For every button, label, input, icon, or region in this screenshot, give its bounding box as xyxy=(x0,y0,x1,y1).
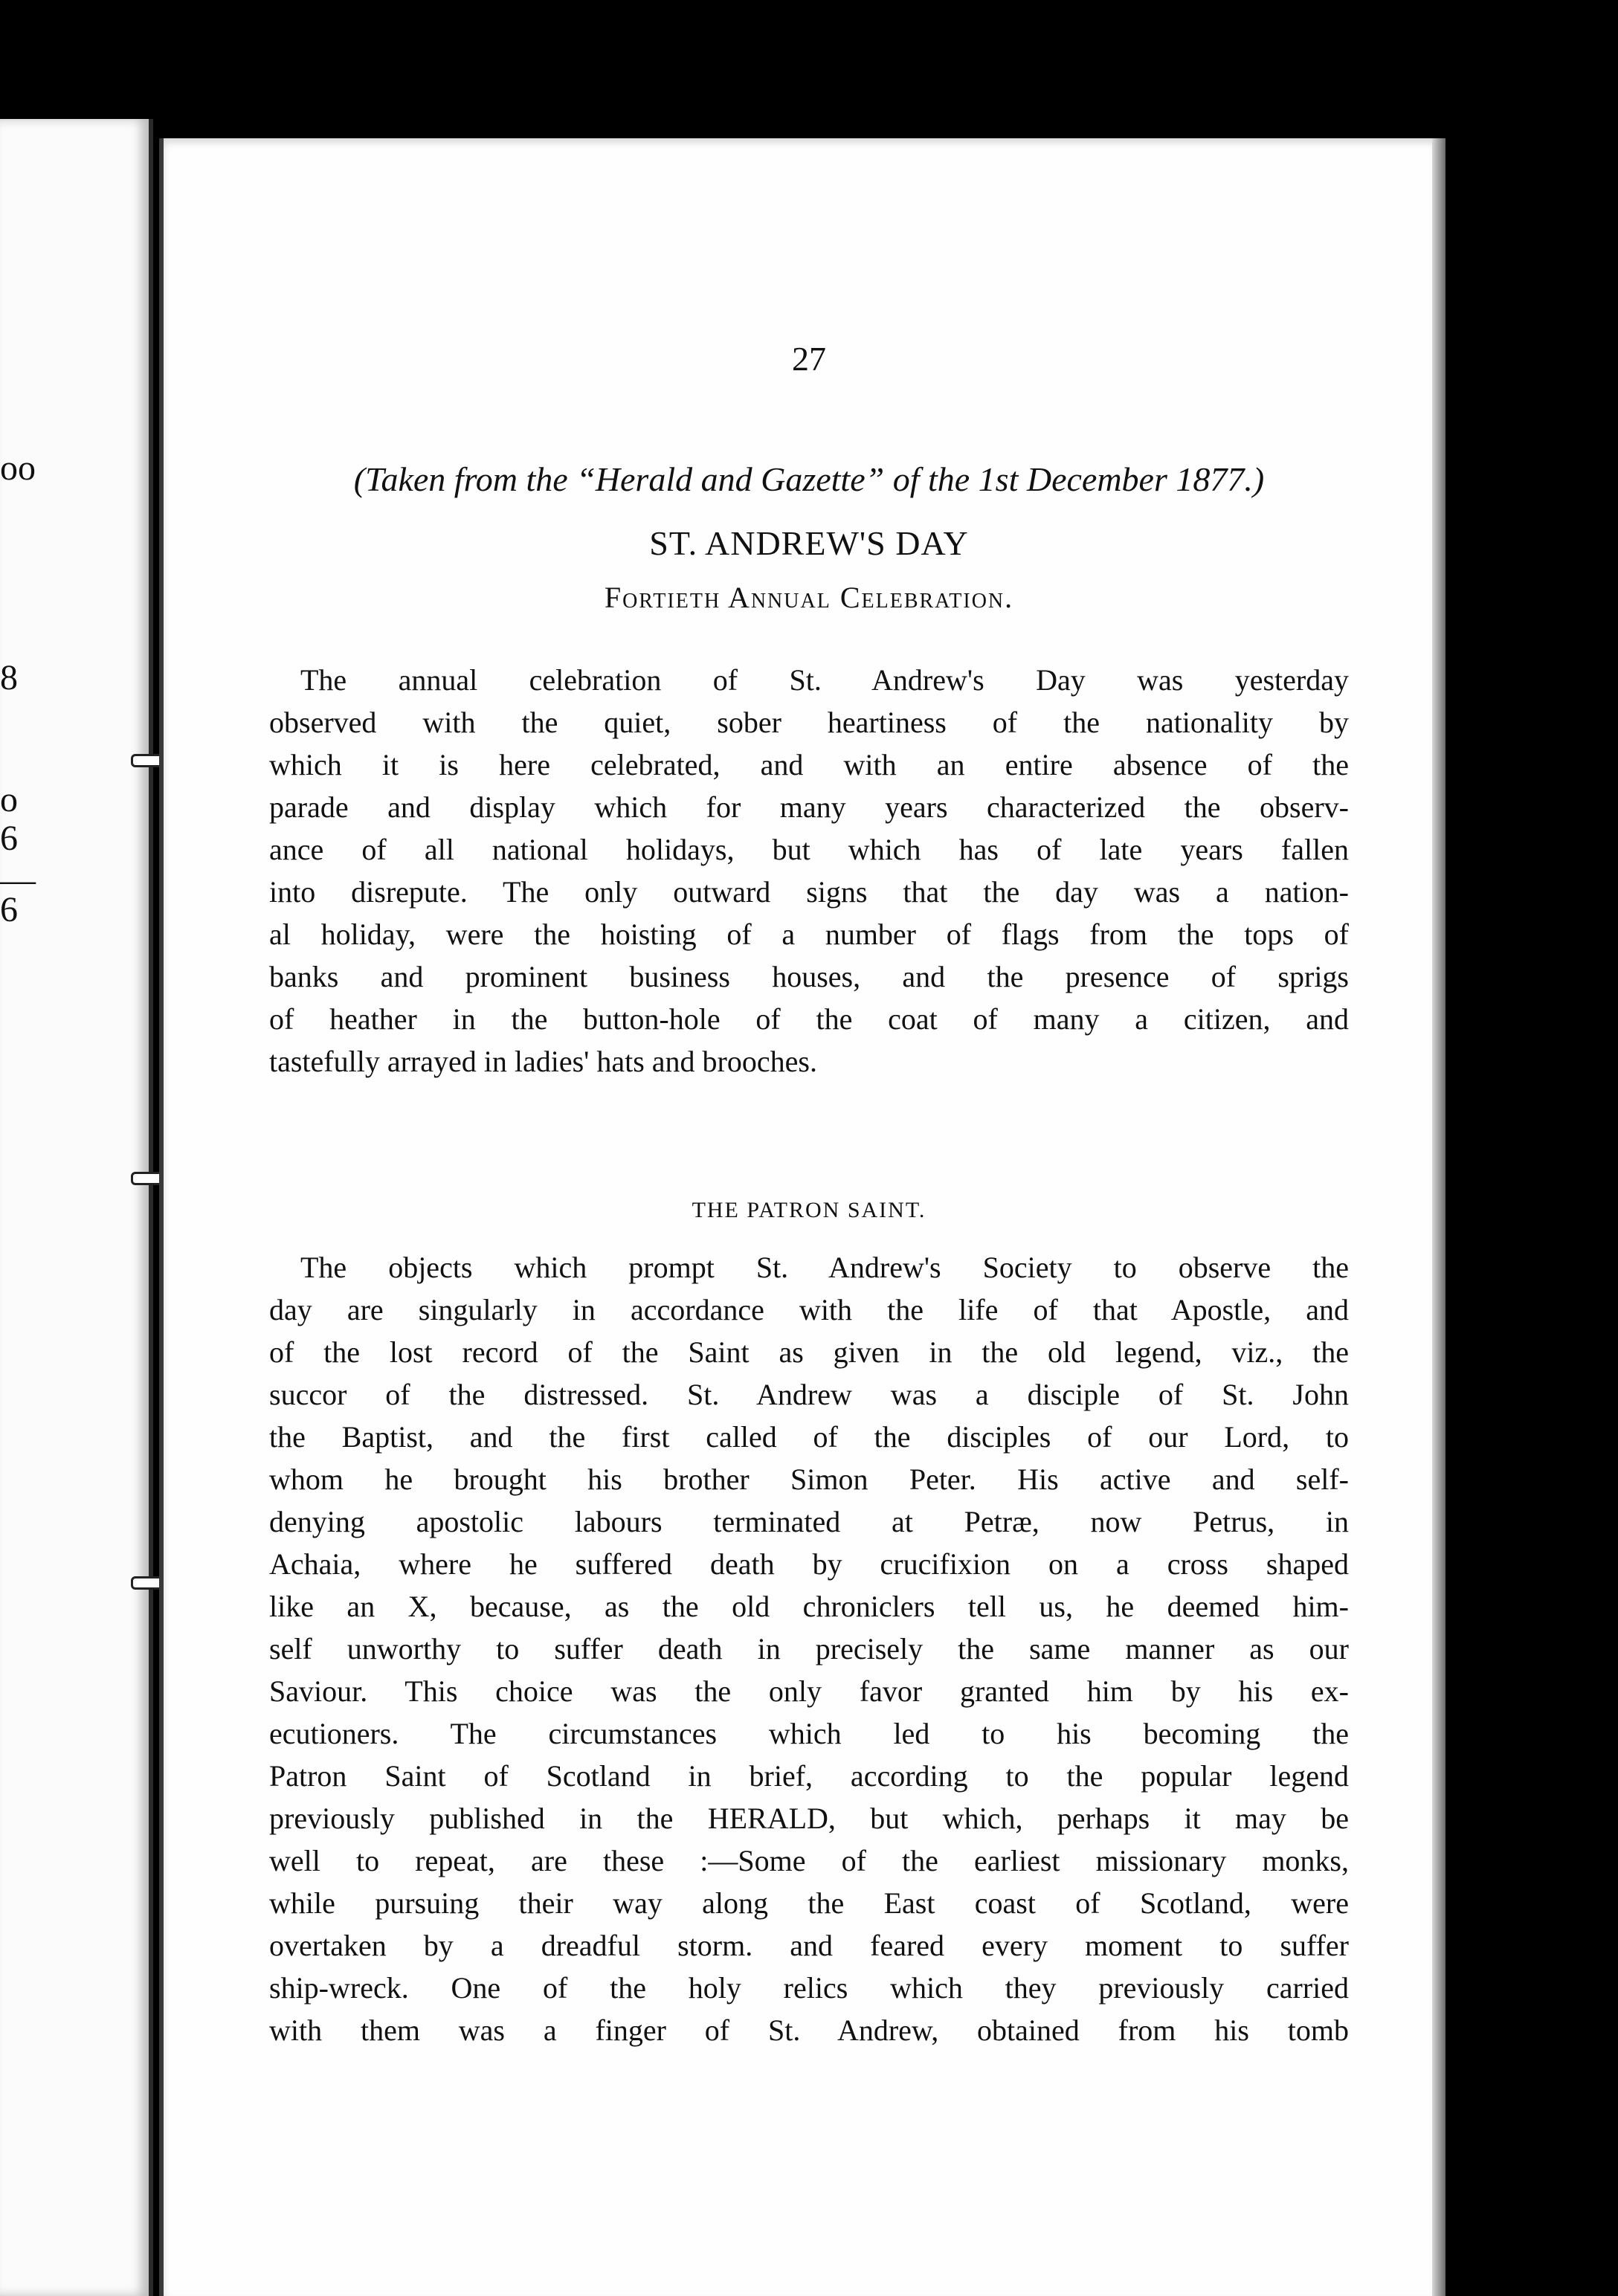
paragraph-intro xyxy=(269,659,1349,1083)
text-line: while pursuing their way along the East coast of Scotland, were xyxy=(269,1886,1349,1920)
text-line: Patron Saint of Scotland in brief, according to the popular legend xyxy=(269,1759,1349,1793)
text-line: observed with the quiet, sober heartiness of the nationality by xyxy=(269,706,1349,739)
left-fragment: 6 xyxy=(0,890,18,929)
text-line: day are singularly in accordance with the life of that Apostle, and xyxy=(269,1293,1349,1326)
text-line: of heather in the button-hole of the coat of many a citizen, and xyxy=(269,1002,1349,1036)
left-fragment: oo xyxy=(0,448,36,488)
text-line: al holiday, were the hoisting of a number of flags from the tops of xyxy=(269,918,1349,951)
text-line: denying apostolic labours terminated at Petræ, now Petrus, in xyxy=(269,1505,1349,1538)
text-line: previously published in the HERALD, but which, perhaps it may be xyxy=(269,1802,1349,1835)
text-line: Saviour. This choice was the only favor granted him by his ex- xyxy=(269,1674,1349,1708)
text-line: which it is here celebrated, and with an entire absence of the xyxy=(269,748,1349,781)
text-line: succor of the distressed. St. Andrew was a disciple of St. John xyxy=(269,1378,1349,1411)
text-line: well to repeat, are these :—Some of the earliest missionary monks, xyxy=(269,1844,1349,1877)
page-number: 27 xyxy=(792,340,826,378)
text-line: whom he brought his brother Simon Peter. His active and self- xyxy=(269,1463,1349,1496)
text-line: self unworthy to suffer death in precisely the same manner as our xyxy=(269,1632,1349,1665)
page-edge-shadow xyxy=(1432,138,1445,2296)
text-line: ship-wreck. One of the holy relics which they previously carried xyxy=(269,1971,1349,2005)
text-line: parade and display which for many years characterized the observ- xyxy=(269,790,1349,824)
left-fragment: — xyxy=(0,860,36,900)
text-line: with them was a finger of St. Andrew, obtained from his tomb xyxy=(269,2013,1349,2047)
text-line: The annual celebration of St. Andrew's Day was yesterday xyxy=(300,663,1349,697)
text-line: The objects which prompt St. Andrew's Society to observe the xyxy=(300,1251,1349,1284)
text-line: Achaia, where he suffered death by crucifixion on a cross shaped xyxy=(269,1547,1349,1581)
left-fragment: 6 xyxy=(0,819,18,858)
text-line: ance of all national holidays, but which has of late years fallen xyxy=(269,833,1349,866)
left-fragment: 8 xyxy=(0,658,18,697)
article-subtitle: Fortieth Annual Celebration. xyxy=(604,581,1014,614)
left-page-edge xyxy=(0,119,153,2296)
text-line: banks and prominent business houses, and the presence of sprigs xyxy=(269,960,1349,993)
text-line: tastefully arrayed in ladies' hats and brooches. xyxy=(269,1045,817,1078)
text-line: like an X, because, as the old chroniclers tell us, he deemed him- xyxy=(269,1590,1349,1623)
text-line: into disrepute. The only outward signs that the day was a nation- xyxy=(269,875,1349,909)
text-line: of the lost record of the Saint as given in the old legend, viz., the xyxy=(269,1335,1349,1369)
article-title: ST. ANDREW'S DAY xyxy=(649,524,969,562)
text-line: the Baptist, and the first called of the disciples of our Lord, to xyxy=(269,1420,1349,1454)
paragraph-patron-saint xyxy=(269,1246,1349,2051)
book-page xyxy=(159,138,1437,2296)
left-fragment: o xyxy=(0,780,18,819)
text-line: ecutioners. The circumstances which led to his becoming the xyxy=(269,1717,1349,1750)
source-attribution: (Taken from the “Herald and Gazette” of the 1st December 1877.) xyxy=(353,460,1265,498)
section-heading: THE PATRON SAINT. xyxy=(692,1198,926,1222)
text-line: overtaken by a dreadful storm. and feared every moment to suffer xyxy=(269,1929,1349,1962)
